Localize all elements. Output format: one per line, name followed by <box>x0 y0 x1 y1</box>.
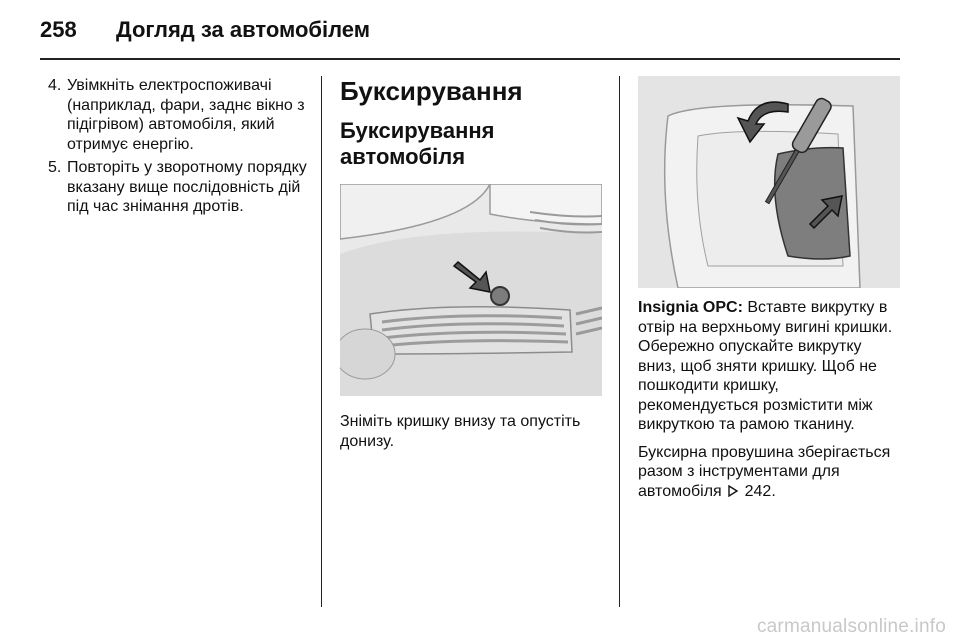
list-item <box>48 158 310 217</box>
column-divider <box>619 76 620 607</box>
model-label: Insignia OPC: <box>638 299 743 316</box>
chapter-title: Догляд за автомобілем <box>116 17 371 42</box>
page-header <box>40 17 370 47</box>
column-divider <box>321 76 322 607</box>
figure-caption: Зніміть кришку внизу та опустіть донизу. <box>340 413 581 450</box>
section-heading: Буксирування <box>340 76 523 106</box>
reference-arrow-icon <box>727 485 739 497</box>
column-3 <box>638 76 900 501</box>
column-1 <box>48 76 310 221</box>
paragraph <box>638 298 900 435</box>
list-number: 4. <box>48 77 62 94</box>
page-number: 258 <box>40 17 77 42</box>
bumper-illustration <box>340 184 602 396</box>
list-text: Повторіть у зворотному порядку вказану вище послідовність дій під час знімання дротів. <box>67 159 307 215</box>
list-item <box>48 76 310 154</box>
paragraph-text: Вставте викрутку в отвір на верхньому вигині кришки. Обережно опускайте викрутку вниз, щоб зняти кришку. Щоб не пошкодити кришку, рекомендується розмістити між викруткою та рамою тканину. <box>638 299 893 433</box>
header-rule <box>40 58 900 60</box>
paragraph <box>638 443 900 502</box>
watermark: carmanualsonline.info <box>756 616 946 637</box>
screwdriver-illustration <box>638 76 900 288</box>
list-number: 5. <box>48 159 62 176</box>
page-reference[interactable]: 242. <box>744 482 776 500</box>
paragraph-text: Буксирна провушина зберігається разом з інструментами для автомобіля <box>638 443 891 500</box>
column-2 <box>340 76 602 452</box>
section-subheading: Буксирування автомобіля <box>340 118 495 169</box>
list-text: Увімкніть електроспоживачі (наприклад, фари, заднє вікно з підігрівом) автомобіля, який отримує енергію. <box>67 77 305 153</box>
